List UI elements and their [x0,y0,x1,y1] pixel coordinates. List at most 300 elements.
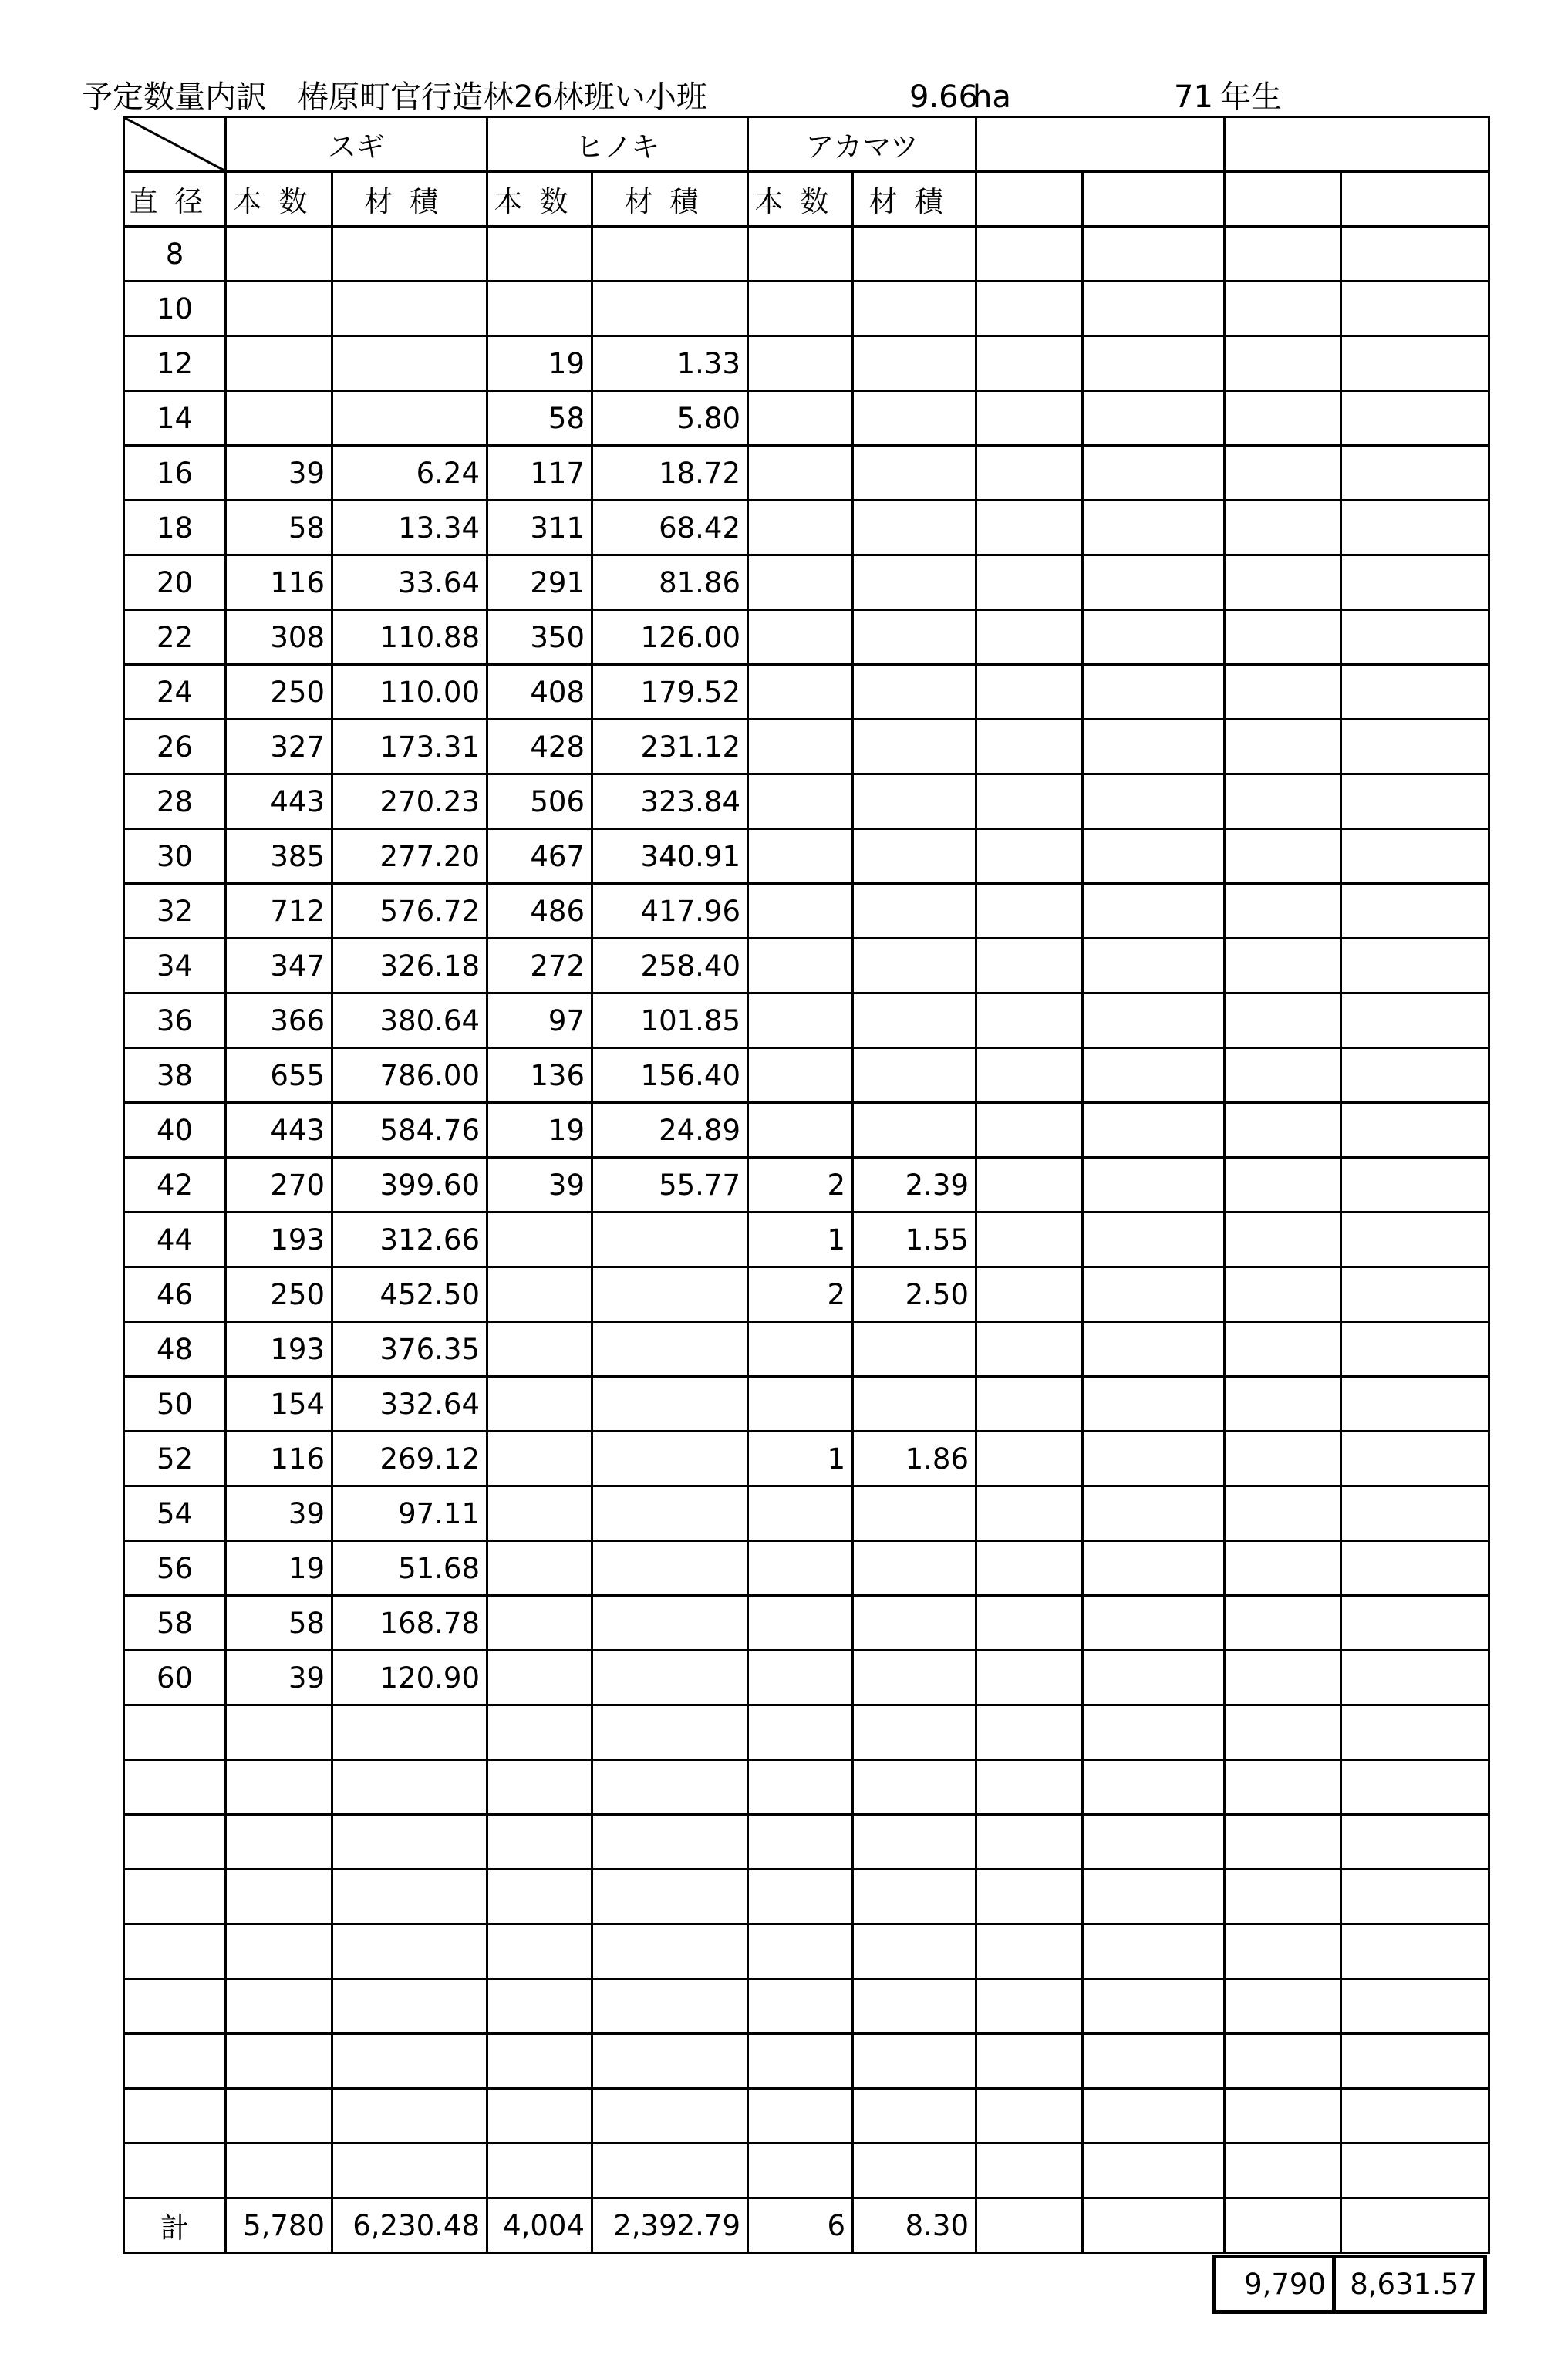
empty-cell [748,2089,853,2144]
count-cell: 19 [487,1103,592,1158]
volume-cell [592,1651,748,1705]
count-cell: 467 [487,829,592,884]
empty-cell [976,1377,1083,1432]
diameter-cell: 38 [124,1048,226,1103]
volume-cell: 97.11 [332,1486,487,1541]
empty-cell [1225,282,1341,336]
empty-cell [1083,336,1225,391]
diameter-cell: 46 [124,1267,226,1322]
empty-cell [976,2034,1083,2089]
empty-cell [1225,1924,1341,1979]
count-cell [748,1103,853,1158]
empty-cell [1083,774,1225,829]
table-row [124,1048,1489,1103]
empty-cell [1225,1267,1341,1322]
volume-cell: 168.78 [332,1596,487,1651]
table-row [124,610,1489,665]
count-cell: 712 [226,884,332,939]
volume-cell: 312.66 [332,1213,487,1267]
empty-cell [1341,1705,1489,1760]
empty-cell [976,1760,1083,1815]
empty-cell [976,446,1083,501]
empty-cell [976,1651,1083,1705]
empty-cell [853,1979,976,2034]
empty-cell [1083,1432,1225,1486]
volume-cell [592,1322,748,1377]
empty-cell [1341,336,1489,391]
table-row [124,884,1489,939]
species-header: アカマツ [748,117,976,172]
empty-cell [976,1486,1083,1541]
empty-cell [332,2034,487,2089]
empty-cell [976,665,1083,720]
volume-cell: 258.40 [592,939,748,993]
volume-cell: 13.34 [332,501,487,555]
empty-cell [1225,1705,1341,1760]
empty-cell [1083,2144,1225,2198]
empty-cell [332,1815,487,1870]
empty-cell [853,1815,976,1870]
empty-cell [1225,1596,1341,1651]
count-cell: 154 [226,1377,332,1432]
volume-cell: 399.60 [332,1158,487,1213]
volume-cell [853,1322,976,1377]
empty-cell [976,993,1083,1048]
count-cell: 486 [487,884,592,939]
empty-cell [487,1924,592,1979]
empty-cell [1225,1760,1341,1815]
empty-cell [1225,227,1341,282]
empty-cell [1341,720,1489,774]
count-header: 本数 [487,172,592,227]
volume-cell [592,1596,748,1651]
count-cell [748,1048,853,1103]
count-cell: 19 [226,1541,332,1596]
area-unit: ha [973,79,1011,115]
count-cell: 443 [226,774,332,829]
empty-cell [1225,939,1341,993]
volume-cell [592,1213,748,1267]
table-row [124,939,1489,993]
empty-cell [853,2034,976,2089]
empty-cell [1341,1870,1489,1924]
volume-cell [592,1541,748,1596]
empty-cell [1225,720,1341,774]
count-cell [748,1322,853,1377]
table-row [124,1158,1489,1213]
empty-row [124,1760,1489,1815]
count-cell: 428 [487,720,592,774]
empty-cell [487,1979,592,2034]
empty-cell [1341,1979,1489,2034]
count-cell: 116 [226,1432,332,1486]
volume-cell: 51.68 [332,1541,487,1596]
volume-cell: 110.88 [332,610,487,665]
empty-cell [1341,774,1489,829]
empty-cell [1083,1158,1225,1213]
empty-cell [124,1760,226,1815]
grand-total-volume: 8,631.57 [1334,2257,1485,2312]
empty-cell [1341,1432,1489,1486]
empty-cell [853,1760,976,1815]
empty-cell [1083,2089,1225,2144]
empty-cell [1341,1267,1489,1322]
total-count-cell: 6 [748,2198,853,2253]
volume-cell: 55.77 [592,1158,748,1213]
empty-cell [976,610,1083,665]
volume-cell [853,227,976,282]
volume-cell [853,282,976,336]
empty-cell [976,336,1083,391]
empty-cell [1225,1541,1341,1596]
empty-cell [1083,1048,1225,1103]
count-cell: 19 [487,336,592,391]
volume-cell: 270.23 [332,774,487,829]
count-cell: 250 [226,665,332,720]
empty-cell [1225,2198,1341,2253]
volume-cell: 156.40 [592,1048,748,1103]
empty-cell [124,1870,226,1924]
empty-cell [1341,610,1489,665]
diameter-cell: 44 [124,1213,226,1267]
empty-cell [1341,1541,1489,1596]
title-main: 予定数量内訳 椿原町官行造林26林班い小班 [82,79,707,115]
empty-cell [1083,1705,1225,1760]
empty-row [124,2144,1489,2198]
empty-cell [976,2089,1083,2144]
volume-cell [853,1651,976,1705]
count-cell: 39 [226,446,332,501]
volume-cell: 33.64 [332,555,487,610]
count-cell [226,227,332,282]
empty-cell [1341,939,1489,993]
species-header: ヒノキ [487,117,748,172]
empty-cell [1083,1815,1225,1870]
empty-cell [124,1924,226,1979]
empty-cell [1083,1322,1225,1377]
empty-cell [1083,1870,1225,1924]
empty-cell [1225,1486,1341,1541]
empty-cell [748,1705,853,1760]
empty-cell [487,1705,592,1760]
empty-cell [1341,282,1489,336]
empty-cell [1225,446,1341,501]
count-cell [748,501,853,555]
diameter-cell: 22 [124,610,226,665]
empty-cell [487,2089,592,2144]
empty-cell [976,774,1083,829]
empty-cell [1083,2198,1225,2253]
count-cell: 327 [226,720,332,774]
empty-cell [1225,884,1341,939]
empty-cell [748,2034,853,2089]
empty-cell [226,1705,332,1760]
empty-cell [1225,829,1341,884]
empty-cell [1341,884,1489,939]
diameter-cell: 60 [124,1651,226,1705]
count-cell: 1 [748,1213,853,1267]
empty-cell [1341,993,1489,1048]
species-header: スギ [226,117,487,172]
count-cell [487,1213,592,1267]
count-cell: 39 [487,1158,592,1213]
empty-cell [976,1267,1083,1322]
table-row [124,665,1489,720]
empty-cell [332,1924,487,1979]
volume-cell [853,1377,976,1432]
empty-cell [1083,1760,1225,1815]
empty-cell [1225,1651,1341,1705]
empty-cell [1225,774,1341,829]
empty-cell [1341,1377,1489,1432]
volume-cell: 269.12 [332,1432,487,1486]
total-volume-cell: 8.30 [853,2198,976,2253]
empty-cell [976,1870,1083,1924]
volume-header: 材積 [332,172,487,227]
count-cell: 39 [226,1651,332,1705]
volume-cell [332,336,487,391]
diameter-cell: 24 [124,665,226,720]
count-cell [226,336,332,391]
empty-cell [1341,1596,1489,1651]
empty-row [124,1705,1489,1760]
empty-cell [332,1870,487,1924]
empty-cell [1225,2034,1341,2089]
empty-cell [1225,1979,1341,2034]
diameter-cell: 16 [124,446,226,501]
empty-cell [226,2144,332,2198]
count-cell [748,884,853,939]
table-row [124,282,1489,336]
empty-cell [976,2198,1083,2253]
empty-cell [226,1815,332,1870]
empty-cell [332,1760,487,1815]
empty-cell [1083,610,1225,665]
empty-cell [1083,1651,1225,1705]
empty-cell [1083,227,1225,282]
volume-cell: 126.00 [592,610,748,665]
volume-cell: 110.00 [332,665,487,720]
stand-age-label: 年生 [1220,79,1282,115]
empty-header-cell [1341,172,1489,227]
empty-cell [748,1760,853,1815]
empty-cell [976,555,1083,610]
volume-cell [853,501,976,555]
diameter-cell: 32 [124,884,226,939]
empty-cell [853,1705,976,1760]
empty-cell [1083,446,1225,501]
table-row [124,555,1489,610]
empty-cell [1083,1213,1225,1267]
empty-cell [1083,829,1225,884]
diameter-cell: 8 [124,227,226,282]
count-cell [487,1486,592,1541]
empty-cell [1341,665,1489,720]
table-row [124,1651,1489,1705]
species-header-row [124,117,1489,172]
count-cell [487,1322,592,1377]
table-row [124,391,1489,446]
empty-cell [976,1924,1083,1979]
empty-cell [124,2089,226,2144]
grand-total-count: 9,790 [1215,2257,1334,2312]
empty-cell [592,1924,748,1979]
empty-cell [1083,720,1225,774]
empty-cell [1341,1924,1489,1979]
empty-cell [1341,555,1489,610]
empty-cell [226,2034,332,2089]
table-row [124,829,1489,884]
empty-cell [1225,1158,1341,1213]
empty-cell [1341,2089,1489,2144]
volume-cell: 326.18 [332,939,487,993]
volume-cell [853,555,976,610]
empty-cell [1341,2144,1489,2198]
empty-cell [592,2144,748,2198]
count-cell: 58 [487,391,592,446]
volume-cell: 5.80 [592,391,748,446]
count-cell: 1 [748,1432,853,1486]
empty-cell [1225,2144,1341,2198]
empty-cell [748,2144,853,2198]
volume-cell: 6.24 [332,446,487,501]
count-cell: 117 [487,446,592,501]
count-cell: 2 [748,1267,853,1322]
count-cell [748,227,853,282]
empty-row [124,1979,1489,2034]
volume-cell: 120.90 [332,1651,487,1705]
empty-cell [1341,2198,1489,2253]
volume-cell [853,884,976,939]
empty-cell [976,1596,1083,1651]
table-row [124,993,1489,1048]
volume-cell [332,282,487,336]
empty-row [124,1815,1489,1870]
empty-cell [332,1979,487,2034]
volume-cell: 81.86 [592,555,748,610]
volume-cell: 340.91 [592,829,748,884]
empty-cell [1083,1979,1225,2034]
empty-cell [1083,884,1225,939]
volume-cell: 68.42 [592,501,748,555]
empty-cell [976,501,1083,555]
count-cell: 270 [226,1158,332,1213]
empty-cell [976,391,1083,446]
table-row [124,1486,1489,1541]
empty-cell [1225,555,1341,610]
empty-cell [1341,1486,1489,1541]
volume-cell [332,391,487,446]
empty-cell [853,1870,976,1924]
empty-cell [1083,282,1225,336]
diameter-cell: 58 [124,1596,226,1651]
count-cell [487,1596,592,1651]
diameter-cell: 50 [124,1377,226,1432]
empty-cell [976,939,1083,993]
count-cell [748,1486,853,1541]
grand-total-table [1212,2255,1487,2314]
count-cell [748,446,853,501]
count-cell [487,227,592,282]
column-header-row [124,172,1489,227]
empty-cell [748,1870,853,1924]
empty-cell [592,2089,748,2144]
total-volume-cell: 2,392.79 [592,2198,748,2253]
count-cell: 58 [226,1596,332,1651]
count-cell [487,1541,592,1596]
empty-cell [1225,1322,1341,1377]
empty-cell [1225,1213,1341,1267]
volume-cell: 277.20 [332,829,487,884]
empty-cell [976,1815,1083,1870]
count-header: 本数 [226,172,332,227]
empty-cell [1225,1103,1341,1158]
count-cell [748,1541,853,1596]
volume-cell: 417.96 [592,884,748,939]
count-cell [487,282,592,336]
empty-cell [487,1760,592,1815]
table-row [124,1213,1489,1267]
volume-cell: 452.50 [332,1267,487,1322]
volume-cell [592,1486,748,1541]
count-cell [748,829,853,884]
count-cell: 58 [226,501,332,555]
empty-cell [853,2089,976,2144]
table-row [124,1267,1489,1322]
table-row [124,446,1489,501]
volume-cell: 101.85 [592,993,748,1048]
count-cell: 272 [487,939,592,993]
volume-cell: 584.76 [332,1103,487,1158]
diameter-cell: 26 [124,720,226,774]
count-cell [748,555,853,610]
volume-cell [853,336,976,391]
count-cell [748,391,853,446]
count-cell: 311 [487,501,592,555]
table-row [124,227,1489,282]
empty-cell [487,2034,592,2089]
empty-cell [1341,2034,1489,2089]
empty-cell [1341,227,1489,282]
empty-cell [976,720,1083,774]
empty-cell [976,2144,1083,2198]
empty-cell [1083,1103,1225,1158]
count-cell [487,1432,592,1486]
empty-cell [853,2144,976,2198]
volume-cell: 376.35 [332,1322,487,1377]
volume-cell: 18.72 [592,446,748,501]
count-cell: 250 [226,1267,332,1322]
empty-cell [1341,1760,1489,1815]
count-cell: 443 [226,1103,332,1158]
volume-cell: 24.89 [592,1103,748,1158]
volume-cell: 173.31 [332,720,487,774]
empty-cell [1341,829,1489,884]
species-header [1225,117,1489,172]
volume-cell: 231.12 [592,720,748,774]
empty-cell [1341,1048,1489,1103]
empty-cell [976,1705,1083,1760]
volume-cell: 2.50 [853,1267,976,1322]
count-cell: 193 [226,1213,332,1267]
empty-cell [976,1103,1083,1158]
empty-cell [332,2144,487,2198]
empty-header-cell [976,172,1083,227]
empty-cell [1083,501,1225,555]
volume-cell [853,1596,976,1651]
empty-cell [1225,501,1341,555]
empty-cell [976,1979,1083,2034]
